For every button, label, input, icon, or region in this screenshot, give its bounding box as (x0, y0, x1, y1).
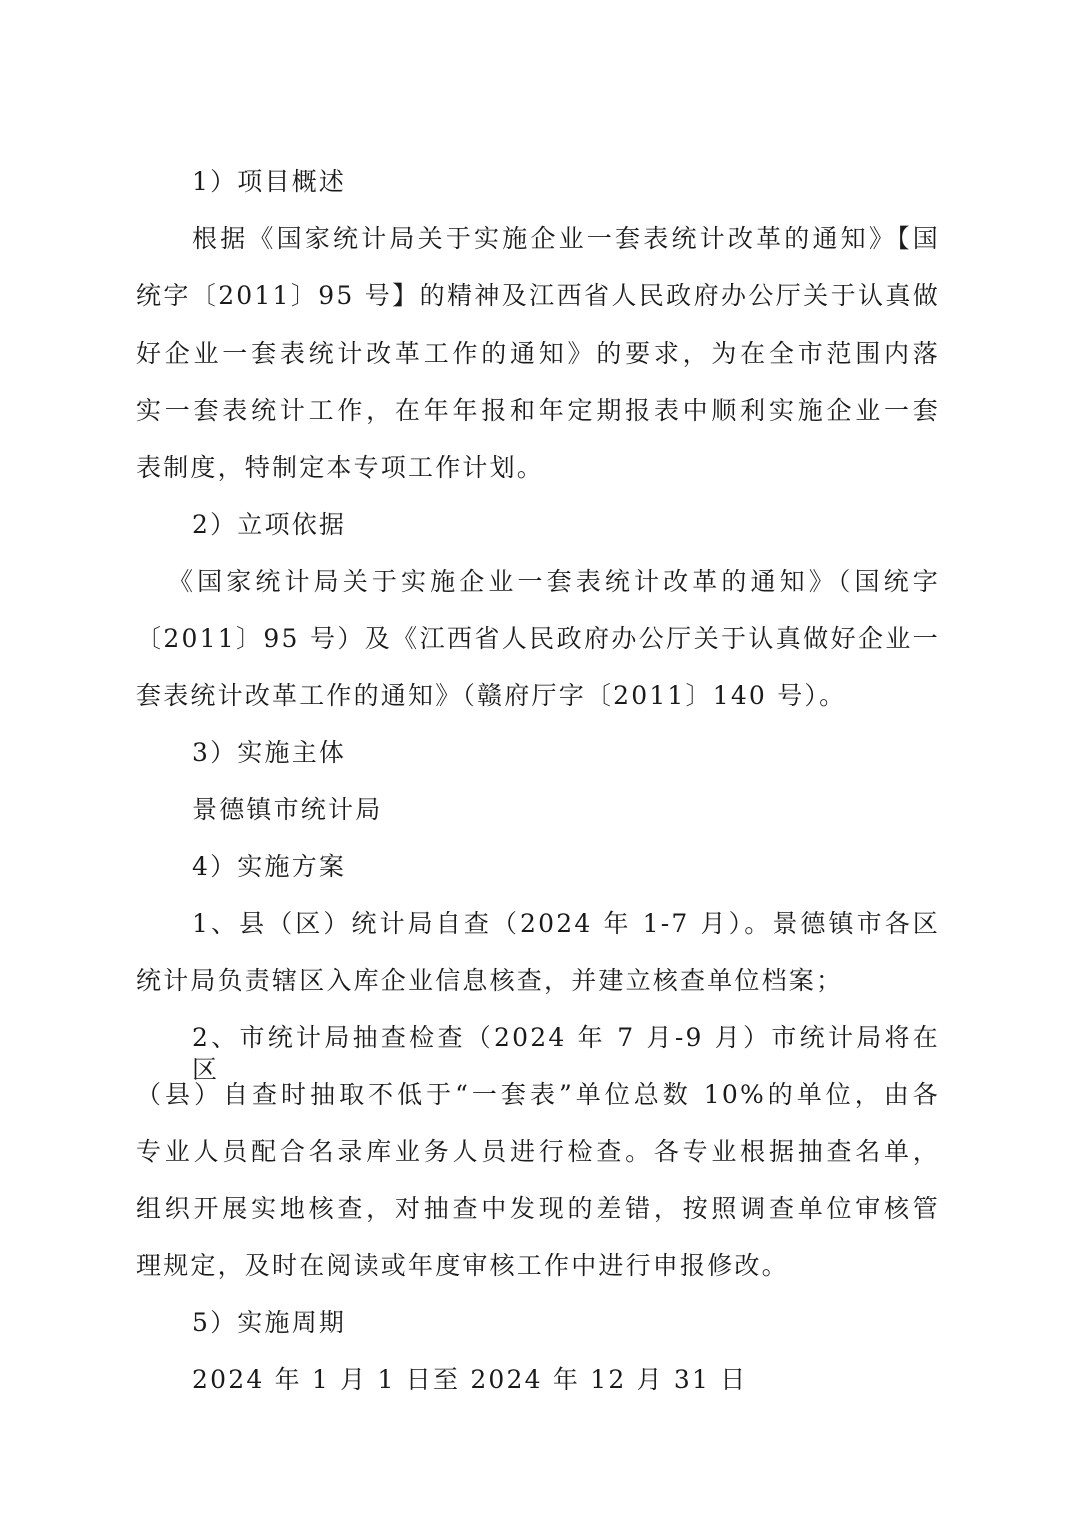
paragraph-line: 《国家统计局关于实施企业一套表统计改革的通知》（国统字 (168, 567, 940, 596)
paragraph-line: 好企业一套表统计改革工作的通知》的要求，为在全市范围内落 (136, 339, 940, 368)
paragraph-line: 景德镇市统计局 (192, 795, 383, 824)
paragraph-line: 统计局负责辖区入库企业信息核查，并建立核查单位档案； (136, 966, 844, 995)
section-heading-basis: 2）立项依据 (192, 510, 347, 539)
paragraph-line: 套表统计改革工作的通知》（赣府厅字〔2011〕140 号）。 (136, 681, 847, 710)
paragraph-line: 表制度，特制定本专项工作计划。 (136, 453, 545, 482)
paragraph-line: （县）自查时抽取不低于“一套表”单位总数 10%的单位，由各 (136, 1080, 940, 1109)
paragraph-line: 根据《国家统计局关于实施企业一套表统计改革的通知》【国 (192, 224, 940, 253)
paragraph-line: 实一套表统计工作，在年年报和年定期报表中顺利实施企业一套 (136, 396, 940, 425)
paragraph-line: 〔2011〕95 号）及《江西省人民政府办公厅关于认真做好企业一 (136, 624, 940, 653)
paragraph-line: 统字〔2011〕95 号】的精神及江西省人民政府办公厅关于认真做 (136, 281, 940, 310)
section-heading-overview: 1）项目概述 (192, 167, 347, 196)
paragraph-line: 2、市统计局抽查检查（2024 年 7 月-9 月）市统计局将在区 (192, 1023, 940, 1084)
paragraph-line: 理规定，及时在阅读或年度审核工作中进行申报修改。 (136, 1251, 789, 1280)
section-heading-entity: 3）实施主体 (192, 738, 347, 767)
section-heading-plan: 4）实施方案 (192, 852, 347, 881)
section-heading-period: 5）实施周期 (192, 1308, 347, 1337)
paragraph-line: 专业人员配合名录库业务人员进行检查。各专业根据抽查名单， (136, 1137, 940, 1166)
paragraph-line: 2024 年 1 月 1 日至 2024 年 12 月 31 日 (192, 1365, 748, 1394)
paragraph-line: 组织开展实地核查，对抽查中发现的差错，按照调查单位审核管 (136, 1194, 940, 1223)
paragraph-line: 1、县（区）统计局自查（2024 年 1-7 月）。景德镇市各区 (192, 909, 940, 938)
